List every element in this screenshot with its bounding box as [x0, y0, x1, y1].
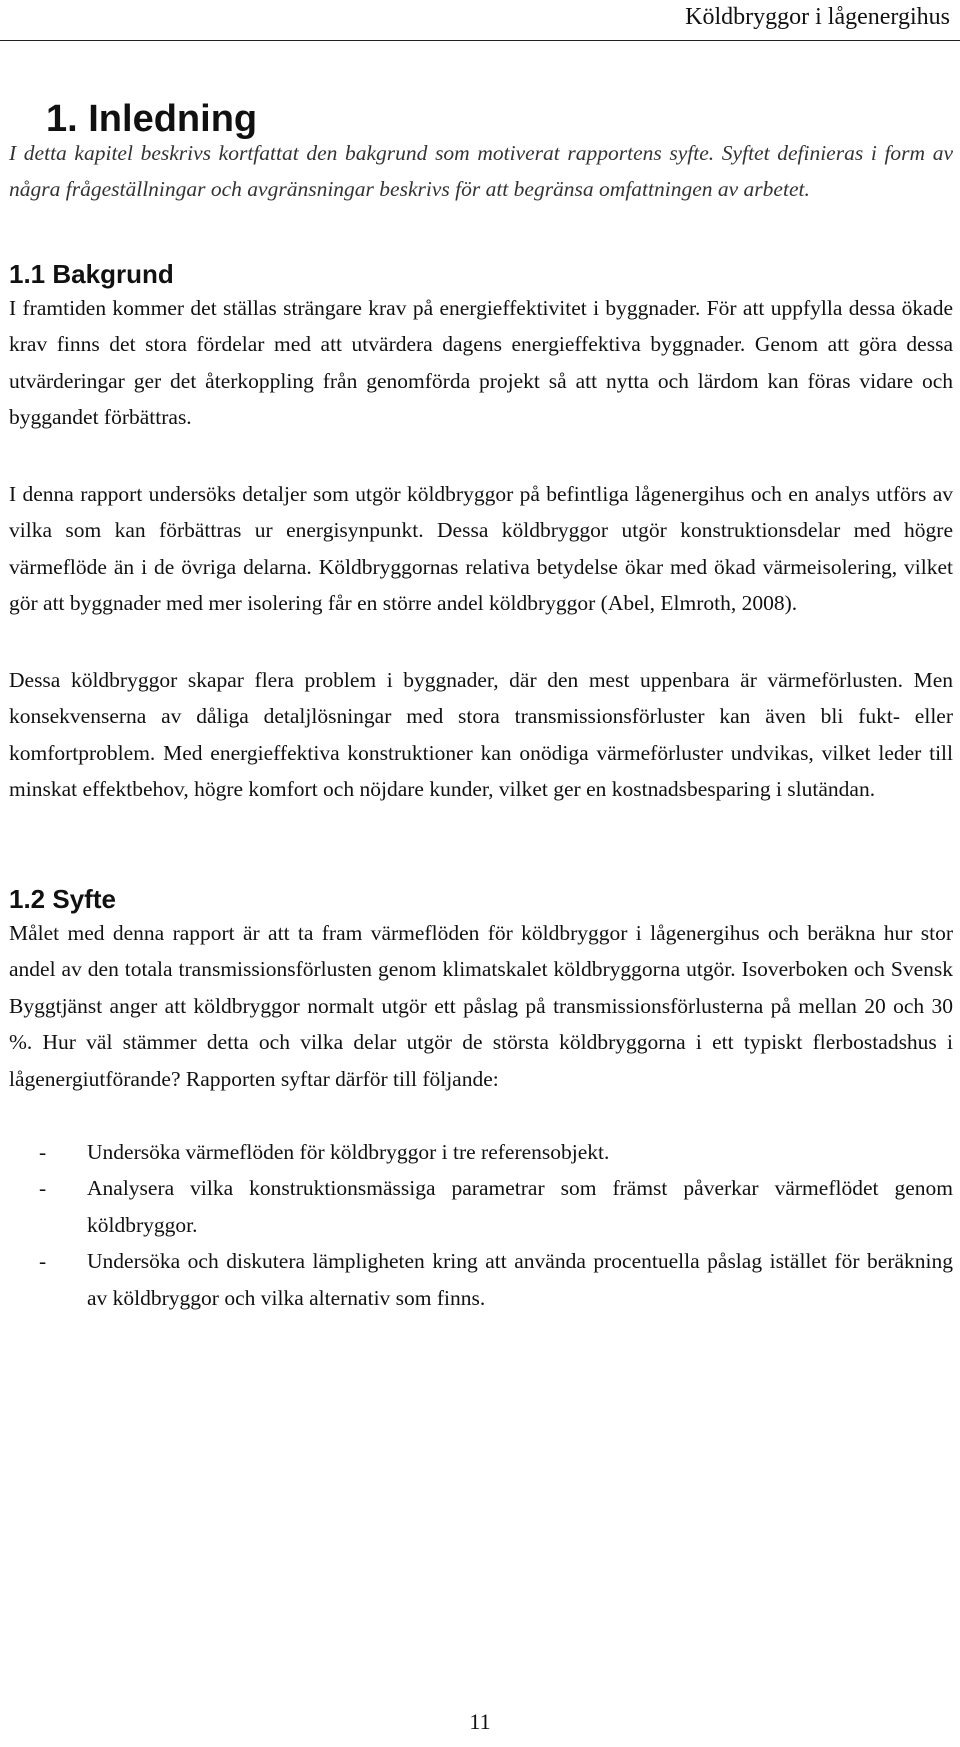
running-header: Köldbryggor i lågenergihus: [685, 4, 950, 30]
list-marker: -: [39, 1140, 47, 1164]
paragraph-bakgrund-1: I framtiden kommer det ställas strängare krav på energieffektivitet i byggnader. För att uppfylla dessa ökade krav finns det stora fördelar med att utvärdera dagens energieffektiva byggnader. Genom att göra dessa utvärderingar ger det återkoppling från genomförda projekt så att nytta och lärdom kan föras vidare och byggandet förbättras.: [9, 296, 953, 430]
list-item-text: Undersöka värmeflöden för köldbryggor i tre referensobjekt.: [87, 1140, 610, 1164]
chapter-intro: I detta kapitel beskrivs kortfattat den bakgrund som motiverat rapportens syfte. Syftet definieras i form av några frågeställningar och avgränsningar beskrivs för att begränsa omfattningen av arbetet.: [9, 141, 953, 202]
section-title-syfte: 1.2 Syfte: [9, 884, 116, 914]
list-marker: -: [39, 1249, 47, 1274]
header-divider: [0, 40, 960, 41]
paragraph-syfte-1: Målet med denna rapport är att ta fram värmeflöden för köldbryggor i lågenergihus och beräkna hur stor andel av den totala transmissionsförlusten genom klimatskalet köldbryggorna utgör. Isoverboken och Svensk Byggtjänst anger att köldbryggor normalt utgör ett påslag på transmissionsförlusterna på mellan 20 och 30 %. Hur väl stämmer detta och vilka delar utgör de största köldbryggorna i ett typiskt flerbostadshus i lågenergiutförande? Rapporten syftar därför till följande:: [9, 921, 953, 1091]
list-item: [9, 1134, 953, 1170]
section-title-bakgrund: 1.1 Bakgrund: [9, 259, 174, 289]
list-marker: -: [39, 1176, 47, 1201]
aims-list: [9, 1134, 953, 1316]
paragraph-bakgrund-2: I denna rapport undersöks detaljer som utgör köldbryggor på befintliga lågenergihus och en analys utförs av vilka som kan förbättras ur energisynpunkt. Dessa köldbryggor utgör konstruktionsdelar med högre värmeflöde än i de övriga delarna. Köldbryggornas relativa betydelse ökar med ökad värmeisolering, vilket gör att byggnader med mer isolering får en större andel köldbryggor (Abel, Elmroth, 2008).: [9, 482, 953, 616]
list-item-text: Analysera vilka konstruktionsmässiga parametrar som främst påverkar värmeflödet genom köldbryggor.: [87, 1176, 953, 1237]
list-item-text: Undersöka och diskutera lämpligheten kring att använda procentuella påslag istället för beräkning av köldbryggor och vilka alternativ som finns.: [87, 1249, 953, 1310]
list-item: [9, 1243, 953, 1316]
page-number: 11: [469, 1709, 491, 1734]
paragraph-bakgrund-3: Dessa köldbryggor skapar flera problem i byggnader, där den mest uppenbara är värmeförlusten. Men konsekvenserna av dåliga detaljlösningar med stora transmissionsförluster kan även bli fukt- eller komfortproblem. Med energieffektiva konstruktioner kan onödiga värmeförluster undvikas, vilket leder till minskat effektbehov, högre komfort och nöjdare kunder, vilket ger en kostnadsbesparing i slutändan.: [9, 668, 953, 802]
list-item: [9, 1170, 953, 1243]
chapter-title: 1. Inledning: [46, 98, 258, 140]
